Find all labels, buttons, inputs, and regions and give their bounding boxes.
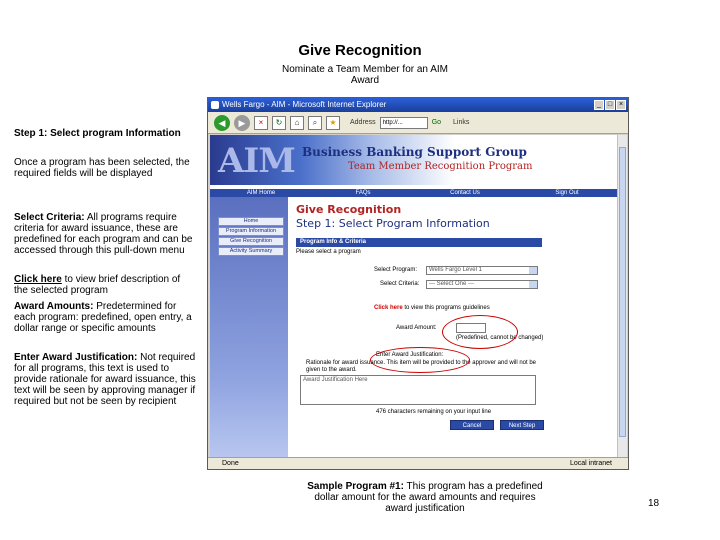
browser-title: Wells Fargo - AIM - Microsoft Internet Explorer xyxy=(222,100,387,109)
site-navbar xyxy=(210,189,618,197)
next-step-button[interactable]: Next Step xyxy=(500,420,544,430)
aim-logo: AIM xyxy=(218,141,295,181)
home-icon[interactable]: ⌂ xyxy=(290,116,304,130)
note-clickhere xyxy=(14,274,196,296)
note-clickhere-text: to view brief description of the selected program xyxy=(14,274,181,296)
program-select-value: Wells Fargo Level 1 xyxy=(429,267,482,273)
highlight-circle-justification xyxy=(370,347,470,373)
criteria-label: Select Criteria: xyxy=(380,281,420,287)
click-here-rest: to view this programs guidelines xyxy=(402,305,490,311)
note-amounts-bold: Award Amounts: xyxy=(14,301,94,312)
address-label: Address xyxy=(350,119,376,126)
slide-title: Give Recognition xyxy=(298,42,422,59)
browser-window xyxy=(207,97,629,470)
banner-title: Business Banking Support Group xyxy=(302,145,527,159)
go-button[interactable]: Go xyxy=(431,119,442,126)
note-justification-bold: Enter Award Justification: xyxy=(14,352,138,363)
select-note: Please select a program xyxy=(296,249,361,255)
side-item-give-recognition[interactable]: Give Recognition xyxy=(218,237,284,246)
vertical-scrollbar[interactable] xyxy=(617,135,627,457)
browser-toolbar xyxy=(208,112,628,134)
page-content xyxy=(296,203,618,255)
note-step1-text: Once a program has been selected, the required fields will be displayed xyxy=(14,157,190,179)
chevron-down-icon xyxy=(529,281,537,288)
page-step: Step 1: Select Program Information xyxy=(296,217,490,230)
nav-sign-out[interactable]: Sign Out xyxy=(555,190,579,196)
note-clickhere-bold: Click here xyxy=(14,274,62,285)
chars-remaining: 476 characters remaining on your input line xyxy=(376,409,492,415)
side-panel xyxy=(210,197,288,457)
web-viewport xyxy=(210,135,618,457)
note-amounts xyxy=(14,301,196,334)
maximize-button[interactable]: □ xyxy=(605,100,615,110)
criteria-select[interactable] xyxy=(426,280,538,289)
note-justification-text: Not required for all programs, this text is used to provide rationale for award issuance, this text will be seen by approving manager if required but not be seen by recipient xyxy=(14,352,196,407)
note-criteria xyxy=(14,212,196,256)
ie-icon xyxy=(211,101,219,109)
favorites-icon[interactable]: ★ xyxy=(326,116,340,130)
status-zone: Local intranet xyxy=(569,460,612,467)
chevron-down-icon xyxy=(529,267,537,274)
search-icon[interactable]: ⌕ xyxy=(308,116,322,130)
nav-contact-us[interactable]: Contact Us xyxy=(450,190,480,196)
side-item-program-information[interactable]: Program Information xyxy=(218,227,284,236)
slide-caption xyxy=(300,481,550,514)
forward-icon[interactable]: ▶ xyxy=(234,115,250,131)
minimize-button[interactable]: _ xyxy=(594,100,604,110)
section-header: Program Info & Criteria xyxy=(296,238,542,247)
justification-note: Rationale for award issuance. This item will be provided to the approver and will not be given to the award. xyxy=(306,360,537,373)
slide-subtitle: Nominate a Team Member for an AIM Award xyxy=(282,64,448,86)
nav-aim-home[interactable]: AIM Home xyxy=(246,190,276,196)
page-number: 18 xyxy=(648,498,660,509)
banner-subtitle: Team Member Recognition Program xyxy=(348,161,533,172)
criteria-select-value: --- Select One --- xyxy=(429,281,475,287)
nav-faqs[interactable]: FAQs xyxy=(355,190,371,196)
close-button[interactable]: × xyxy=(616,100,626,110)
note-step1-heading: Step 1: Select program Information xyxy=(14,128,181,139)
note-criteria-text: All programs require criteria for award issuance, these are predefined for each program and can be accessed through this pull-down menu xyxy=(14,212,193,256)
justification-label: Enter Award Justification: xyxy=(376,352,444,358)
site-banner xyxy=(210,135,618,185)
side-item-home[interactable]: Home xyxy=(218,217,284,226)
side-item-activity-summary[interactable]: Activity Summary xyxy=(218,247,284,256)
click-here-link[interactable]: Click here xyxy=(374,305,403,311)
justification-textarea[interactable]: Award Justification Here xyxy=(300,375,536,405)
award-amount-note: (Predefined, cannot be changed) xyxy=(456,335,544,341)
back-icon[interactable]: ◀ xyxy=(214,115,230,131)
click-here-line xyxy=(374,305,490,311)
caption-bold: Sample Program #1: xyxy=(307,481,404,492)
cancel-button[interactable]: Cancel xyxy=(450,420,494,430)
note-step1 xyxy=(14,128,196,139)
status-text: Done xyxy=(222,460,239,467)
note-amounts-text: Predetermined for each program: predefined, open entry, a dollar range or specific amounts xyxy=(14,301,192,334)
address-bar[interactable]: http://... xyxy=(380,117,428,129)
highlight-circle-award xyxy=(442,315,518,349)
program-label: Select Program: xyxy=(374,267,418,273)
stop-icon[interactable]: × xyxy=(254,116,268,130)
scrollbar-thumb[interactable] xyxy=(619,147,626,437)
note-justification xyxy=(14,352,196,407)
status-bar xyxy=(208,457,628,469)
caption-text: This program has a predefined dollar amount for the award amounts and requires award justification xyxy=(314,481,543,514)
page-title: Give Recognition xyxy=(296,203,402,216)
browser-titlebar xyxy=(208,98,628,112)
side-menu xyxy=(218,217,284,257)
links-button[interactable]: Links xyxy=(453,119,470,126)
program-select[interactable] xyxy=(426,266,538,275)
refresh-icon[interactable]: ↻ xyxy=(272,116,286,130)
award-amount-label: Award Amount: xyxy=(396,325,437,331)
note-criteria-bold: Select Criteria: xyxy=(14,212,85,223)
